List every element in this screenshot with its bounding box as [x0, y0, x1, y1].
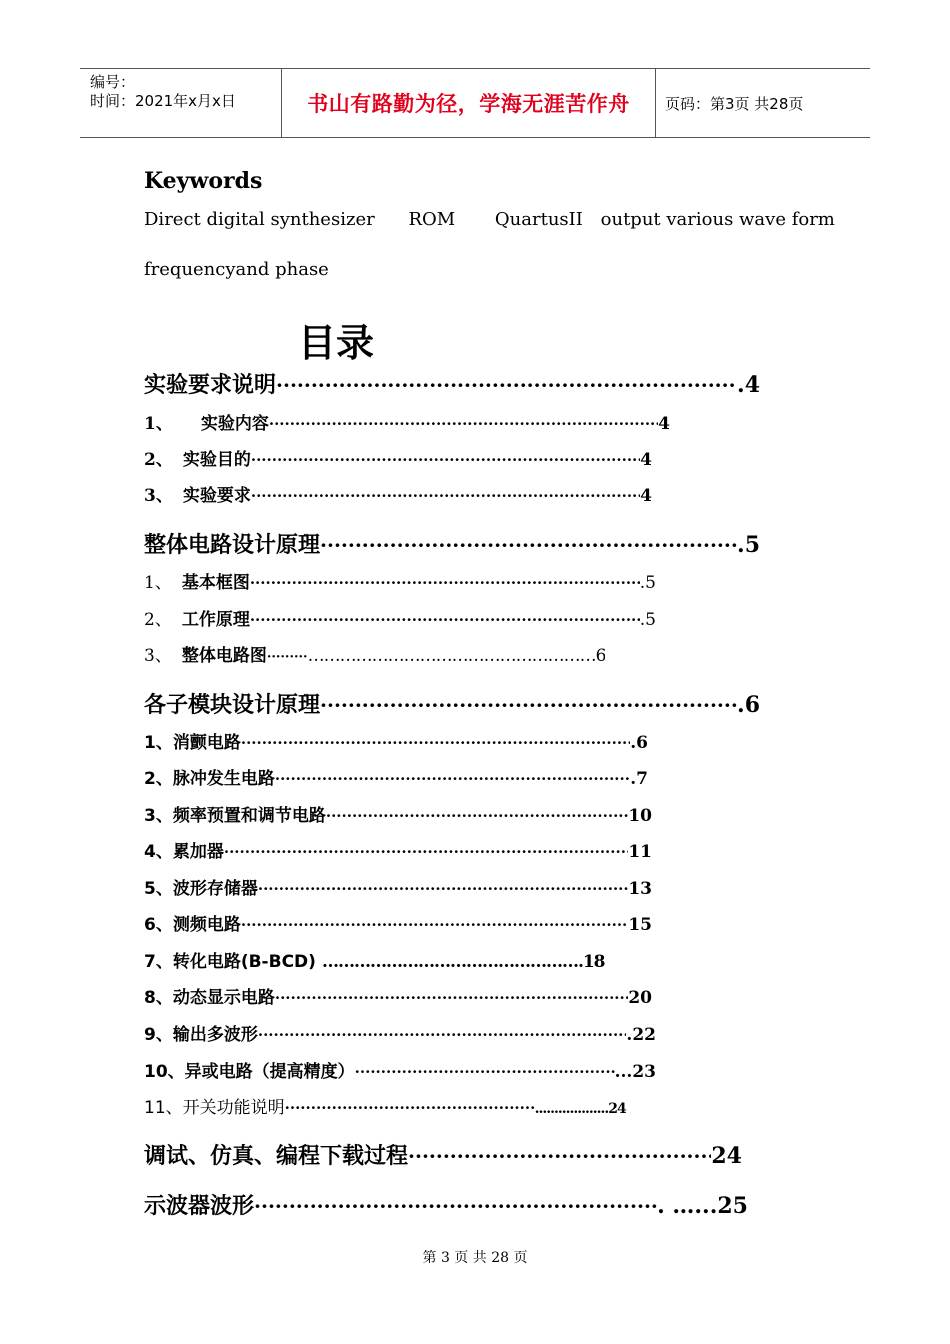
page-code: 页码：第3页 共28页 [665, 94, 804, 113]
toc-entry[interactable] [144, 445, 652, 470]
keyword-item: ROM [408, 209, 456, 230]
toc-leader [241, 734, 630, 752]
toc-entry-label: 实验内容 [200, 414, 269, 434]
toc-entry-label: 10、异或电路（提高精度） [144, 1062, 355, 1082]
date-text: 时间：2021年x月x日 [90, 92, 236, 110]
toc-entry[interactable] [144, 1020, 656, 1045]
toc-entry-label: 4、累加器 [144, 842, 224, 862]
page-footer: 第 3 页 共 28 页 [422, 1250, 528, 1266]
toc-entry-label: 9、输出多波形 [144, 1025, 258, 1045]
toc-entry-label: 实验要求 [182, 486, 251, 506]
toc-section[interactable] [144, 688, 760, 719]
toc-section-label: 各子模块设计原理 [144, 693, 321, 718]
toc-leader: ········· [266, 650, 308, 665]
keywords-line-2: frequencyand phase [144, 259, 329, 280]
toc-page-number: ………………………………………………6 [307, 646, 606, 666]
toc-leader [251, 451, 640, 469]
toc-entry-label: 3、频率预置和调节电路 [144, 806, 326, 826]
toc-entry-label: 6、测频电路 [144, 915, 241, 935]
toc-page-number: .6 [630, 733, 648, 753]
toc-entry-label: 11、开关功能说明 [144, 1098, 285, 1118]
toc-page-number: 24 [711, 1143, 742, 1169]
toc-page-number: 10 [628, 806, 652, 826]
toc-section-label: 调试、仿真、编程下载过程 [144, 1144, 409, 1169]
toc-entry-label: 7、转化电路(B-BCD) [144, 952, 316, 972]
toc-entry[interactable] [144, 837, 652, 862]
toc-entry[interactable] [144, 874, 652, 899]
header-meta-cell [80, 69, 281, 137]
toc-entry[interactable] [144, 1093, 656, 1118]
toc-title: 目录 [298, 321, 375, 365]
toc-page-number: ...................24 [534, 1101, 626, 1117]
toc-leader [275, 989, 628, 1007]
toc-page-number: .5 [737, 532, 760, 558]
keyword-item: Direct digital synthesizer [144, 209, 375, 230]
toc-page-number: .7 [630, 769, 648, 789]
toc-entry[interactable] [144, 910, 652, 935]
toc-leader [276, 373, 737, 397]
motto-text: 书山有路勤为径，学海无涯苦作舟 [307, 92, 630, 116]
toc-leader [254, 1194, 657, 1218]
toc-page-number: .6 [737, 692, 760, 718]
toc-section[interactable] [144, 368, 760, 399]
header-page-cell [655, 69, 870, 137]
toc-entry-label: 基本框图 [181, 573, 250, 593]
toc-leader [326, 807, 628, 825]
serial-label: 编号： [90, 73, 136, 91]
keywords-line-1 [144, 209, 835, 230]
toc-page-number: 4 [640, 450, 652, 470]
toc-page-number: 4 [640, 486, 652, 506]
toc-page-number: 20 [628, 988, 652, 1008]
toc-page-number: ...23 [614, 1062, 656, 1082]
toc-entry-label: 5、波形存储器 [144, 879, 258, 899]
toc-leader [320, 693, 737, 717]
toc-page-number: .5 [639, 573, 656, 593]
toc-leader [224, 843, 628, 861]
toc-leader [320, 533, 737, 557]
keywords-title: Keywords [144, 168, 263, 194]
toc-entry[interactable] [144, 983, 652, 1008]
toc-entry[interactable] [144, 728, 648, 753]
toc-leader [258, 880, 628, 898]
toc-leader [355, 1063, 615, 1081]
toc-page-number: ………………………………………….18 [321, 952, 605, 972]
toc-entry[interactable] [144, 1057, 656, 1082]
toc-entry-number: 2、 [144, 610, 172, 630]
toc-leader [269, 415, 658, 433]
toc-leader [408, 1144, 711, 1168]
toc-leader [275, 770, 630, 788]
toc-entry[interactable] [144, 605, 656, 630]
toc-section-label: 示波器波形 [144, 1194, 255, 1219]
toc-page-number: . …...25 [657, 1193, 748, 1219]
toc-section[interactable] [144, 528, 760, 559]
toc-entry[interactable] [144, 481, 652, 506]
toc-entry-label: 实验目的 [182, 450, 251, 470]
toc-leader [285, 1099, 535, 1117]
toc-section[interactable] [144, 1139, 742, 1170]
keyword-item: output various wave form [600, 209, 835, 230]
toc-entry[interactable] [144, 409, 670, 434]
toc-entry-number: 3、 [144, 646, 172, 666]
toc-entry-number: 1、 [144, 414, 173, 434]
keyword-item: QuartusII [494, 209, 583, 230]
toc-entry-label: 整体电路图 [181, 646, 267, 666]
toc-leader [250, 574, 640, 592]
toc-section-label: 整体电路设计原理 [144, 533, 321, 558]
toc-entry-label: 8、动态显示电路 [144, 988, 275, 1008]
toc-page-number: 15 [628, 915, 652, 935]
toc-section-label: 实验要求说明 [144, 373, 277, 398]
page-header [80, 68, 870, 138]
header-motto-cell [281, 69, 656, 137]
toc-entry[interactable] [144, 947, 652, 972]
toc-leader [241, 916, 628, 934]
toc-entry-number: 2、 [144, 450, 173, 470]
toc-page-number: 13 [628, 879, 652, 899]
toc-section[interactable] [144, 1189, 748, 1220]
toc-page-number: .22 [626, 1025, 656, 1045]
toc-entry-label: 1、消颤电路 [144, 733, 241, 753]
toc-entry-number: 3、 [144, 486, 173, 506]
toc-leader [250, 611, 640, 629]
toc-leader [258, 1026, 627, 1044]
toc-entry-label: 2、脉冲发生电路 [144, 769, 275, 789]
toc-entry[interactable] [144, 641, 656, 666]
toc-entry[interactable] [144, 764, 648, 789]
toc-entry[interactable] [144, 568, 656, 593]
toc-entry-label: 工作原理 [181, 610, 250, 630]
toc-page-number: 11 [628, 842, 652, 862]
toc-page-number: .5 [639, 610, 656, 630]
toc-entry-number: 1、 [144, 573, 172, 593]
toc-leader [251, 487, 640, 505]
toc-page-number: .4 [737, 372, 760, 398]
toc-entry[interactable] [144, 801, 652, 826]
toc-page-number: 4 [658, 414, 670, 434]
